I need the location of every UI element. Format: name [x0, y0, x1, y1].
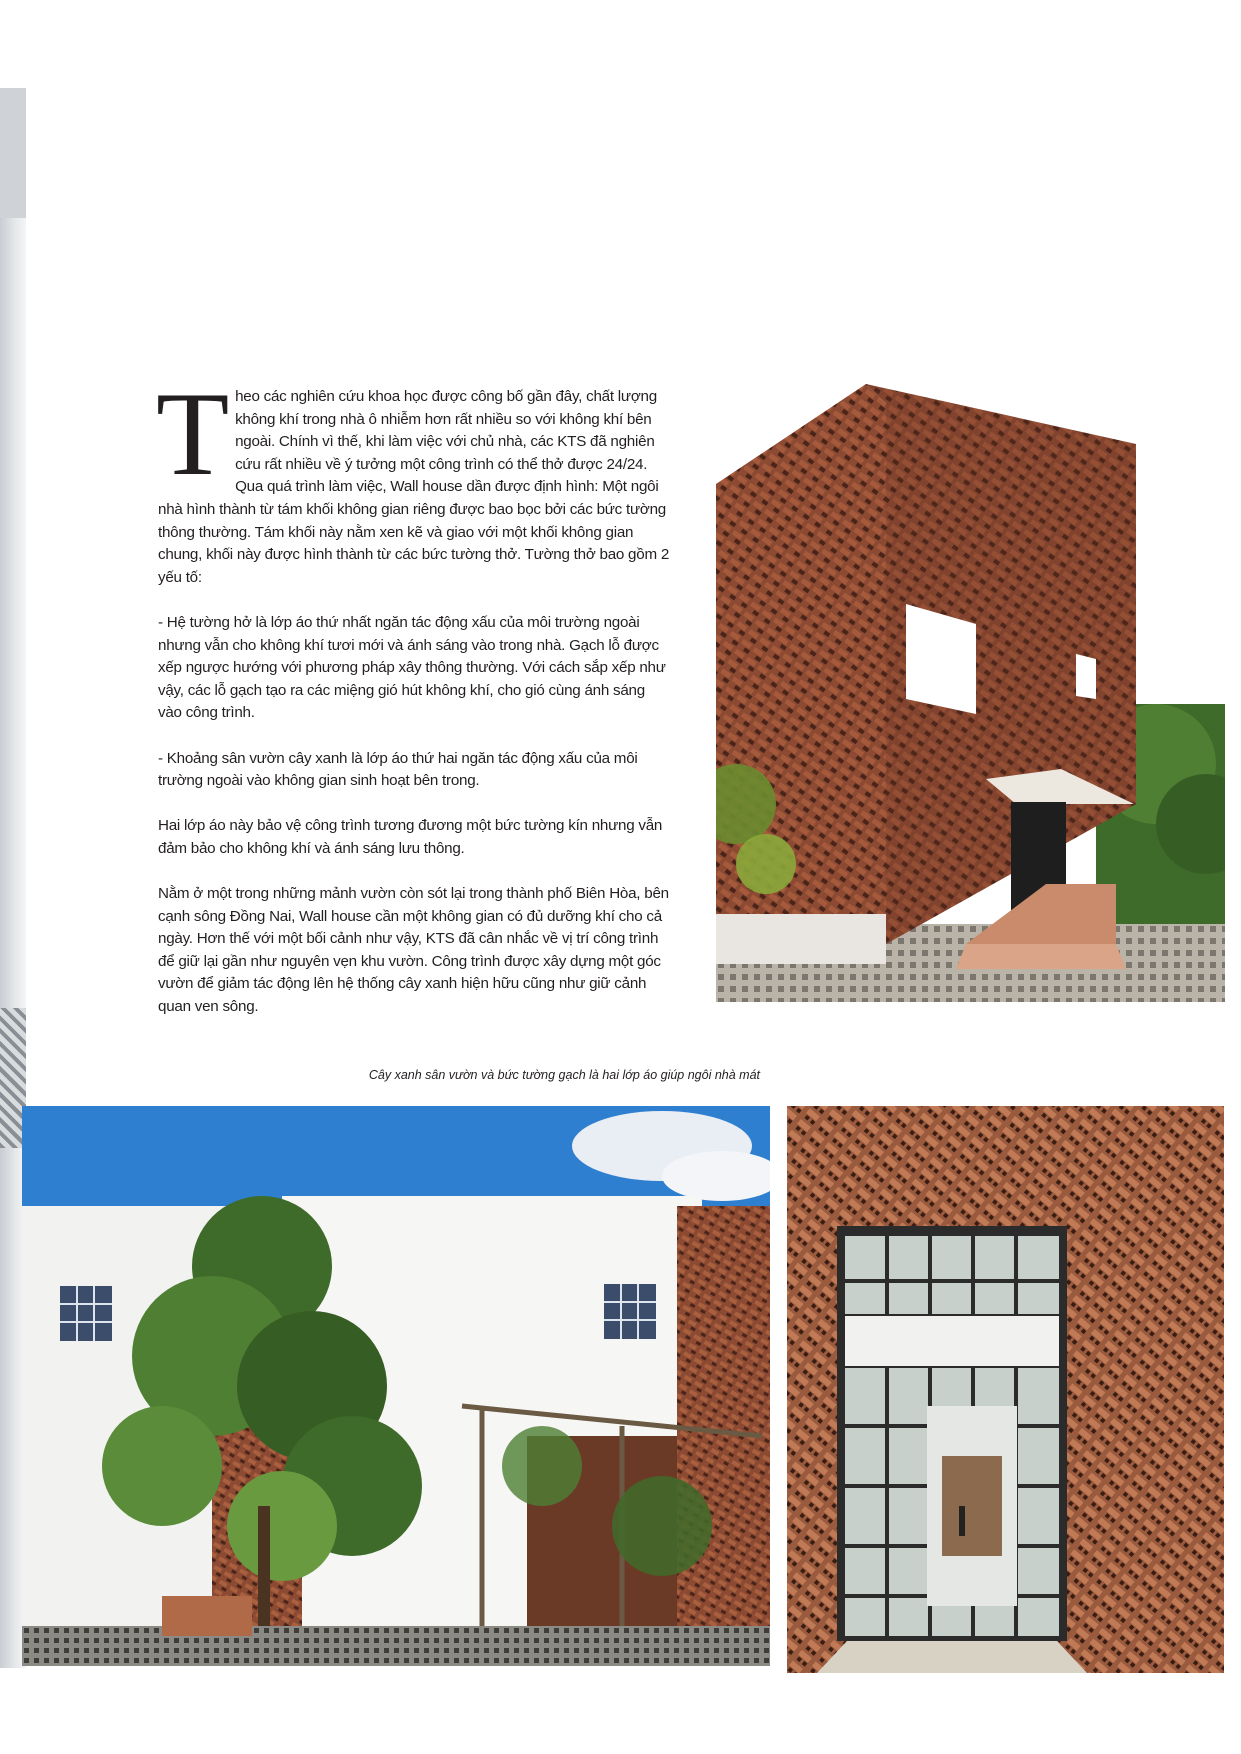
brick-house-photo	[716, 384, 1225, 1002]
white-facade-photo	[22, 1106, 770, 1666]
drop-cap: T	[156, 367, 230, 500]
article-paragraph-5: Nằm ở một trong những mảnh vườn còn sót lại trong thành phố Biên Hòa, bên cạnh sông Đồng Nai, Wall house cần một không gian có đủ dưỡng khí cho cả ngày. Hơn thế với một bối cảnh như vậy, KTS đã cân nhắc về vị trí công trình để giữ lại gần như nguyên vẹn khu vườn. Công trình được xây dựng một góc vườn để giảm tác động lên hệ thống cây xanh hiện hữu cũng như giữ cảnh quan ven sông.	[158, 885, 669, 1016]
photo-caption: Cây xanh sân vườn và bức tường gạch là hai lớp áo giúp ngôi nhà mát	[368, 1068, 760, 1082]
brick-doorway-photo	[787, 1106, 1224, 1673]
article-paragraph-3: - Khoảng sân vườn cây xanh là lớp áo thứ hai ngăn tác động xấu của môi trường ngoài vào không gian sinh hoạt bên trong.	[158, 749, 638, 790]
article-paragraph-1: heo các nghiên cứu khoa học được công bố gần đây, chất lượng không khí trong nhà ô nhiễm hơn rất nhiều so với không khí bên ngoài. Chính vì thế, khi làm việc với chủ nhà, các KTS đã nghiên cứu rất nhiều về ý tưởng một công trình có thể thở được 24/24. Qua quá trình làm việc, Wall house dần được định hình: Một ngôi nhà hình thành từ tám khối không gian riêng được bao bọc bởi các bức tường thông thường. Tám khối này nằm xen kẽ và giao với một khối không gian chung, khối này được hình thành từ các bức tường thở. Tường thở bao gồm 2 yếu tố:	[158, 388, 670, 586]
article-body	[156, 367, 670, 1041]
article-paragraph-4: Hai lớp áo này bảo vệ công trình tương đương một bức tường kín nhưng vẫn đảm bảo cho không khí và ánh sáng lưu thông.	[158, 817, 663, 857]
article-paragraph-2: - Hệ tường hở là lớp áo thứ nhất ngăn tác động xấu của môi trường ngoài nhưng vẫn cho không khí tươi mới và ánh sáng vào trong nhà. Gạch lỗ được xếp ngược hướng với phương pháp xây thông thường. Với cách sắp xếp như vậy, các lỗ gạch tạo ra các miệng gió hút không khí, cho gió cùng ánh sáng vào công trình.	[158, 613, 666, 722]
